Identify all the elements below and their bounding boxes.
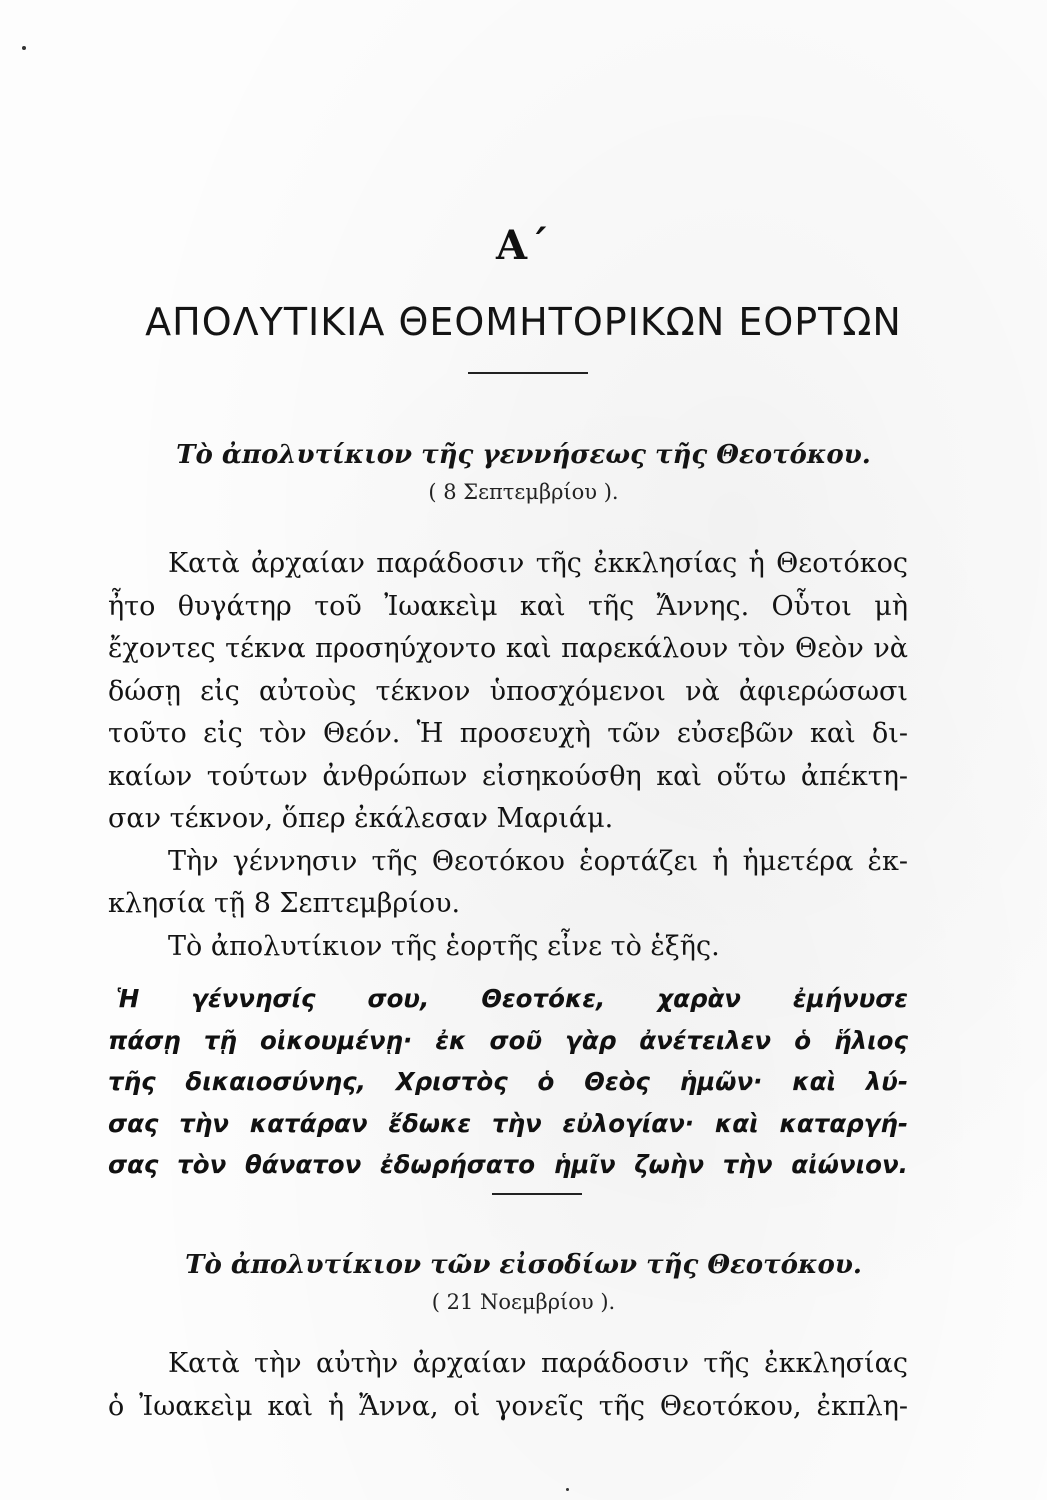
entry-date: ( 21 Νοεμβρίου ). [431,1290,616,1314]
entry-heading: Τὸ ἀπολυτίκιον τῶν εἰσοδίων τῆς Θεοτόκου. [185,1250,862,1280]
text-line: κλησία τῇ 8 Σεπτεμβρίου. [108,888,461,919]
print-speck [22,46,26,50]
text-line: Κατὰ τὴν αὐτὴν ἀρχαίαν παράδοσιν τῆς ἐκκλησίας [168,1348,908,1379]
nativity-hymn [108,978,908,1186]
hymn-line: σας τὴν κατάραν ἔδωκε τὴν εὐλογίαν· καὶ καταργή- [108,1108,908,1138]
text-line: Κατὰ ἀρχαίαν παράδοσιν τῆς ἐκκλησίας ἡ Θεοτόκος [168,548,908,579]
hymn-line: Ἡ γέννησίς σου, Θεοτόκε, χαρὰν ἐμήνυσε [116,984,908,1013]
text-line: σαν τέκνον, ὅπερ ἐκάλεσαν Μαριάμ. [108,803,614,834]
nativity-heading: Τὸ ἀπολυτίκιον τῆς γεννήσεως τῆς Θεοτόκου. [176,440,871,470]
text-line: καίων τούτων ἀνθρώπων εἰσηκούσθη καὶ οὕτω ἀπέκτη- [108,760,908,792]
entry-paragraph-1 [108,1343,908,1428]
title-rule [468,372,588,374]
section-letter: Α΄ [495,222,552,269]
hymn-line: σας τὸν θάνατον ἐδωρήσατο ἡμῖν ζωὴν τὴν αἰώνιον. [108,1150,908,1179]
print-speck [566,1488,569,1491]
section-title: ΑΠΟΛΥΤΙΚΙΑ ΘΕΟΜΗΤΟΡΙΚΩΝ ΕΟΡΤΩΝ [145,300,902,344]
text-line: ὁ Ἰωακεὶμ καὶ ἡ Ἄννα, οἱ γονεῖς τῆς Θεοτόκου, ἐκπλη- [108,1390,908,1422]
nativity-paragraph-1 [108,543,908,968]
section-rule [492,1193,582,1195]
text-line: Τὸ ἀπολυτίκιον τῆς ἑορτῆς εἶνε τὸ ἑξῆς. [168,930,720,962]
text-line: ἦτο θυγάτηρ τοῦ Ἰωακεὶμ καὶ τῆς Ἄννης. Οὗτοι μὴ [108,590,908,622]
nativity-date: ( 8 Σεπτεμβρίου ). [428,480,619,504]
text-line: τοῦτο εἰς τὸν Θεόν. Ἡ προσευχὴ τῶν εὐσεβῶν καὶ δι- [108,718,908,749]
text-line: δώσῃ εἰς αὐτοὺς τέκνον ὑποσχόμενοι νὰ ἀφιερώσωσι [108,675,908,707]
hymn-line: τῆς δικαιοσύνης, Χριστὸς ὁ Θεὸς ἡμῶν· καὶ λύ- [108,1067,908,1096]
hymn-line: πάσῃ τῇ οἰκουμένῃ· ἐκ σοῦ γὰρ ἀνέτειλεν ὁ ἥλιος [108,1025,908,1055]
text-line: Τὴν γέννησιν τῆς Θεοτόκου ἑορτάζει ἡ ἡμετέρα ἐκ- [168,845,908,877]
text-line: ἔχοντες τέκνα προσηύχοντο καὶ παρεκάλουν τὸν Θεὸν νὰ [108,633,908,664]
